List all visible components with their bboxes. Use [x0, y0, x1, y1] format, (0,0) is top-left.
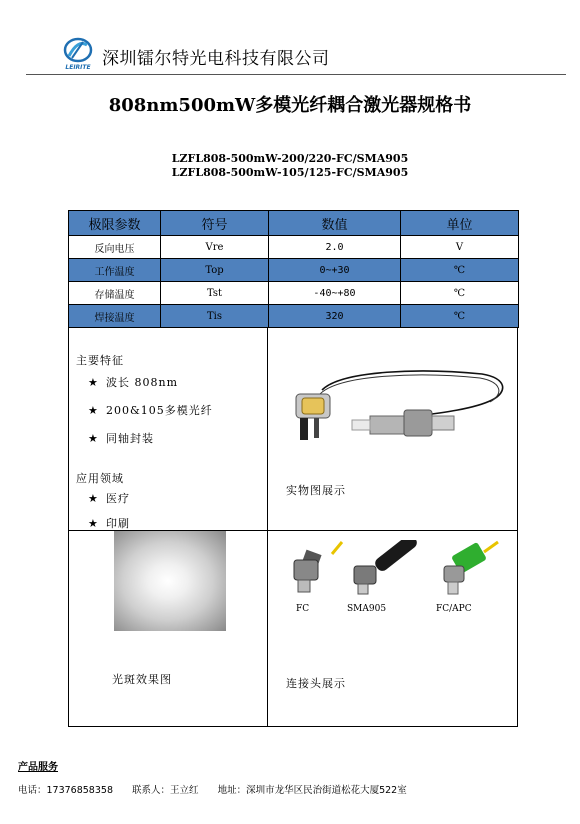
contact-person: 联系人：王立红	[132, 785, 199, 796]
cell-value: -40~+80	[269, 282, 401, 305]
application-item	[88, 515, 130, 531]
feature-item	[88, 430, 154, 446]
spot-caption: 光斑效果图	[112, 673, 172, 686]
table-row	[69, 236, 519, 259]
table-header-row	[69, 211, 519, 236]
beam-spot-image	[114, 531, 226, 631]
cell-symbol: Vre	[161, 236, 269, 259]
header-unit: 单位	[401, 211, 519, 236]
connector-label-fc: FC	[296, 604, 310, 614]
company-logo	[56, 36, 100, 72]
cell-symbol: Tst	[161, 282, 269, 305]
address: 地址：深圳市龙华区民治街道松花大厦522室	[217, 785, 407, 796]
cell-unit: ℃	[401, 282, 519, 305]
connector-images	[286, 540, 506, 598]
header-symbol: 符号	[161, 211, 269, 236]
header-param: 极限参数	[69, 211, 161, 236]
cell-value: 2.0	[269, 236, 401, 259]
grid-divider-vertical	[267, 327, 268, 727]
cell-value: 320	[269, 305, 401, 328]
feature-text: 同轴封装	[106, 432, 154, 445]
photo-caption: 实物图展示	[286, 484, 346, 497]
contact-line	[18, 782, 423, 796]
feature-item	[88, 374, 178, 390]
cell-param: 反向电压	[69, 236, 161, 259]
star-icon: ★	[88, 432, 99, 445]
connector-caption: 连接头展示	[286, 677, 346, 690]
document-title: 808nm500mW多模光纤耦合激光器规格书	[108, 95, 472, 116]
table-row	[69, 305, 519, 328]
cell-param: 工作温度	[69, 259, 161, 282]
application-text: 医疗	[106, 492, 130, 505]
star-icon: ★	[88, 376, 99, 389]
application-item	[88, 490, 130, 506]
company-name: 深圳镭尔特光电科技有限公司	[102, 49, 330, 69]
feature-text: 200&105多模光纤	[106, 404, 213, 417]
connector-label-sma905: SMA905	[347, 604, 387, 614]
cell-param: 焊接温度	[69, 305, 161, 328]
model-number-2: LZFL808-500mW-105/125-FC/SMA905	[171, 166, 409, 179]
cell-unit: ℃	[401, 305, 519, 328]
cell-unit: ℃	[401, 259, 519, 282]
cell-symbol: Top	[161, 259, 269, 282]
logo-wordmark: LEIRITE	[65, 64, 91, 71]
cell-symbol: Tis	[161, 305, 269, 328]
header-divider	[26, 74, 566, 75]
feature-item	[88, 402, 213, 418]
model-number-1: LZFL808-500mW-200/220-FC/SMA905	[171, 152, 409, 165]
features-title: 主要特征	[76, 354, 124, 367]
header-value: 数值	[269, 211, 401, 236]
cell-unit: V	[401, 236, 519, 259]
feature-text: 波长 808nm	[106, 376, 179, 389]
applications-title: 应用领域	[76, 472, 124, 485]
star-icon: ★	[88, 404, 99, 417]
service-label: 产品服务	[18, 762, 58, 773]
star-icon: ★	[88, 492, 99, 505]
fcapc-connector-image	[444, 542, 498, 594]
cell-value: 0~+30	[269, 259, 401, 282]
limit-parameters-table	[68, 210, 519, 328]
cell-param: 存储温度	[69, 282, 161, 305]
product-photo	[282, 362, 510, 446]
fc-connector-image	[294, 542, 342, 592]
table-row	[69, 259, 519, 282]
connector-label-fcapc: FC/APC	[436, 604, 472, 614]
table-row	[69, 282, 519, 305]
application-text: 印刷	[106, 517, 130, 530]
phone: 电话：17376858358	[18, 785, 113, 796]
star-icon: ★	[88, 517, 99, 530]
sma905-connector-image	[354, 540, 419, 594]
